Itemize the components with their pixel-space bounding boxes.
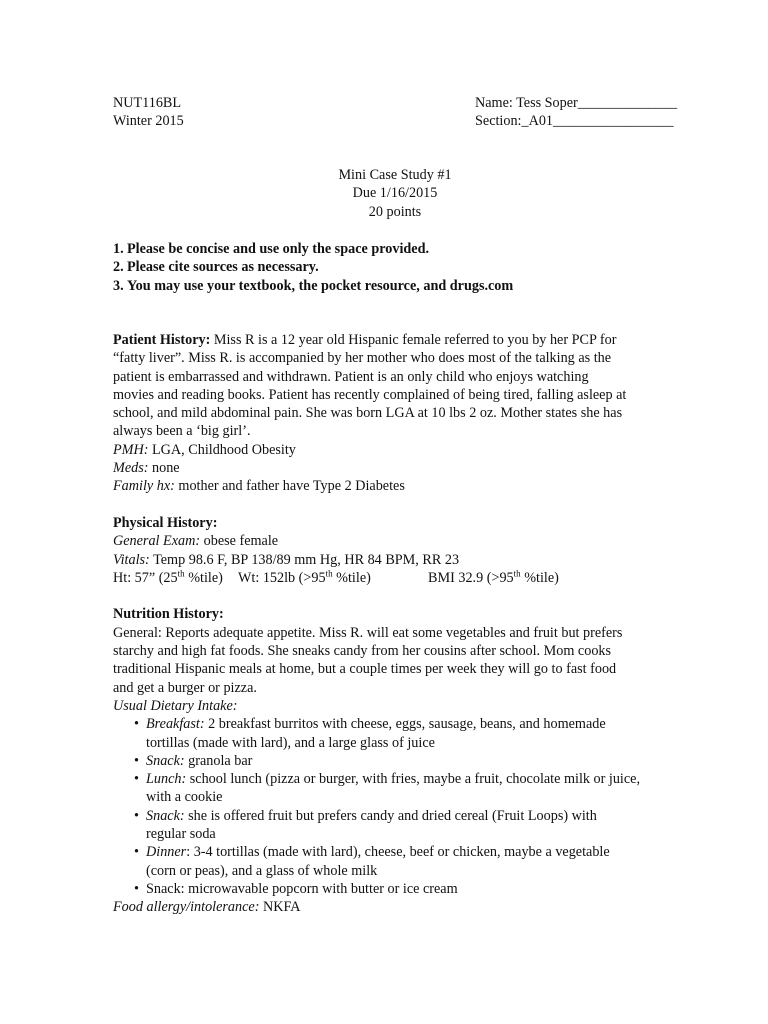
height-measure: Ht: 57” (25th %tile) xyxy=(113,568,223,586)
instruction-text: Please cite sources as necessary. xyxy=(127,259,319,276)
general-exam-value: obese female xyxy=(200,533,279,550)
title-line-3: 20 points xyxy=(368,203,422,220)
student-header xyxy=(475,94,677,131)
patient-history-text: school, and mild abdominal pain. She was born LGA at 10 lbs 2 oz. Mother states she has xyxy=(113,405,623,422)
usual-intake-label: Usual Dietary Intake: xyxy=(113,697,238,714)
meds-value: none xyxy=(148,460,180,477)
physical-history-heading: Physical History: xyxy=(113,514,218,531)
instruction-number: 2. xyxy=(113,259,124,276)
nutrition-general-text: traditional Hispanic meals at home, but a couple times per week they will go to fast food xyxy=(113,661,617,678)
course-term: Winter 2015 xyxy=(113,113,184,130)
assignment-title xyxy=(0,166,768,221)
patient-history-text: movies and reading books. Patient has recently complained of being tired, falling asleep at xyxy=(113,386,627,403)
instruction-item xyxy=(113,277,513,295)
instruction-number: 3. xyxy=(113,277,124,294)
list-item: • Snack: granola bar xyxy=(134,752,693,770)
instruction-number: 1. xyxy=(113,241,124,257)
patient-history-text: “fatty liver”. Miss R. is accompanied by her mother who does most of the talking as the xyxy=(113,350,612,367)
student-section: Section:_A01_________________ xyxy=(475,113,674,130)
patient-history-text: Miss R is a 12 year old Hispanic female referred to you by her PCP for xyxy=(210,332,617,348)
pmh-label: PMH: xyxy=(113,441,149,458)
list-item: • Dinner: 3-4 tortillas (made with lard), cheese, beef or chicken, maybe a vegetable (corn or peas), and a glass of whole milk xyxy=(134,843,693,880)
nutrition-general-text: starchy and high fat foods. She sneaks candy from her cousins after school. Mom cooks xyxy=(113,643,612,660)
instruction-text: Please be concise and use only the space provided. xyxy=(127,241,430,257)
anthropometrics-line xyxy=(113,569,693,587)
patient-history-heading: Patient History: xyxy=(113,332,211,348)
nutrition-general-text: and get a burger or pizza. xyxy=(113,679,257,696)
nutrition-general-text: General: Reports adequate appetite. Miss R. will eat some vegetables and fruit but prefers xyxy=(113,624,623,641)
weight-measure: Wt: 152lb (>95th %tile) xyxy=(238,568,371,586)
vitals-value: Temp 98.6 F, BP 138/89 mm Hg, HR 84 BPM, RR 23 xyxy=(149,551,460,568)
course-header xyxy=(113,94,184,131)
list-item: • Breakfast: 2 breakfast burritos with cheese, eggs, sausage, beans, and homemade tortillas (made with lard), and a large glass of juice xyxy=(134,715,693,752)
general-exam-label: General Exam: xyxy=(113,533,201,550)
instruction-text: You may use your textbook, the pocket resource, and drugs.com xyxy=(127,277,514,294)
bmi-measure: BMI 32.9 (>95th %tile) xyxy=(428,568,559,586)
list-item: • Lunch: school lunch (pizza or burger, with fries, maybe a fruit, chocolate milk or juice, with a cookie xyxy=(134,770,693,807)
pmh-value: LGA, Childhood Obesity xyxy=(148,441,296,458)
instruction-item xyxy=(113,240,513,258)
meds-label: Meds: xyxy=(113,460,149,477)
patient-history-text: patient is embarrassed and withdrawn. Patient is an only child who enjoys watching xyxy=(113,368,589,385)
student-name: Name: Tess Soper______________ xyxy=(475,95,678,111)
nutrition-history-heading: Nutrition History: xyxy=(113,606,224,623)
title-line-1: Mini Case Study #1 xyxy=(338,167,452,183)
patient-history-section xyxy=(113,331,693,496)
title-line-2: Due 1/16/2015 xyxy=(352,185,438,202)
family-history-value: mother and father have Type 2 Diabetes xyxy=(174,478,405,495)
list-item: • Snack: she is offered fruit but prefers candy and dried cereal (Fruit Loops) with regular soda xyxy=(134,807,693,844)
vitals-label: Vitals: xyxy=(113,551,150,568)
dietary-intake-list xyxy=(113,715,693,898)
family-history-label: Family hx: xyxy=(113,478,175,495)
physical-history-section xyxy=(113,514,693,587)
instructions-list xyxy=(113,240,513,295)
food-allergy-value: NKFA xyxy=(259,899,301,916)
patient-history-text: always been a ‘big girl’. xyxy=(113,423,251,440)
case-study-body xyxy=(113,331,693,917)
instruction-item xyxy=(113,258,513,276)
food-allergy-label: Food allergy/intolerance: xyxy=(113,899,260,916)
nutrition-history-section xyxy=(113,605,693,916)
list-item: • Snack: microwavable popcorn with butter or ice cream xyxy=(134,880,693,898)
course-code: NUT116BL xyxy=(113,95,182,111)
